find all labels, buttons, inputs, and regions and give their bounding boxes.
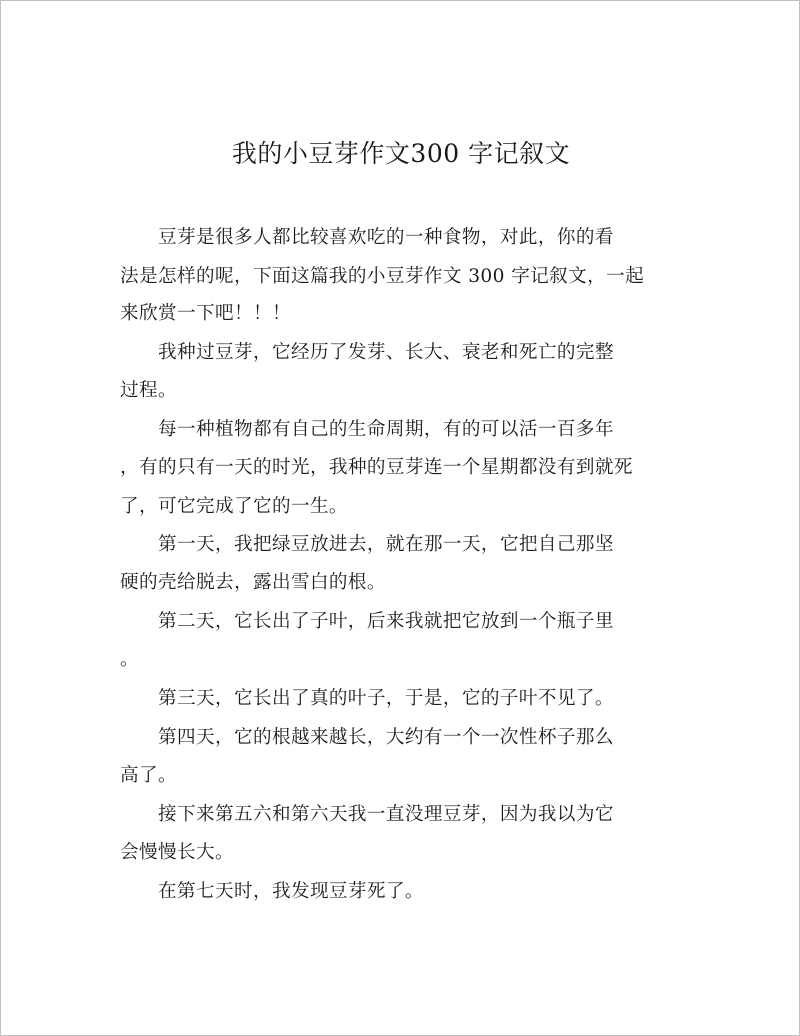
text-line: 过程。 (120, 380, 177, 401)
document-title: 我的小豆芽作文300 字记叙文 (231, 139, 571, 168)
text-line: 在第七天时，我发现豆芽死了。 (120, 881, 424, 902)
text-line: 第二天，它长出了子叶，后来我就把它放到一个瓶子里 (120, 611, 614, 632)
text-line: 每一种植物都有自己的生命周期，有的可以活一百多年 (120, 419, 614, 440)
text-line: 第三天，它长出了真的叶子，于是，它的子叶不见了。 (120, 688, 614, 709)
text-line: 会慢慢长大。 (120, 842, 234, 863)
text-line: 高了。 (120, 765, 177, 786)
text-line: 豆芽是很多人都比较喜欢吃的一种食物，对此，你的看 (120, 227, 614, 248)
text-line: 。 (120, 649, 139, 670)
text-line: 法是怎样的呢，下面这篇我的小豆芽作文 300 字记叙文，一起 (120, 266, 645, 287)
text-line: 接下来第五六和第六天我一直没理豆芽，因为我以为它 (120, 804, 614, 825)
text-line: 第四天，它的根越来越长，大约有一个一次性杯子那么 (120, 727, 614, 748)
text-line: ，有的只有一天的时光，我种的豆芽连一个星期都没有到就死 (120, 457, 633, 478)
text-line: 来欣赏一下吧！！！ (120, 303, 291, 324)
text-line: 硬的壳给脱去，露出雪白的根。 (120, 572, 386, 593)
text-line: 我种过豆芽，它经历了发芽、长大、衰老和死亡的完整 (120, 342, 614, 363)
text-line: 第一天，我把绿豆放进去，就在那一天，它把自己那坚 (120, 534, 614, 555)
text-line: 了，可它完成了它的一生。 (120, 496, 348, 517)
